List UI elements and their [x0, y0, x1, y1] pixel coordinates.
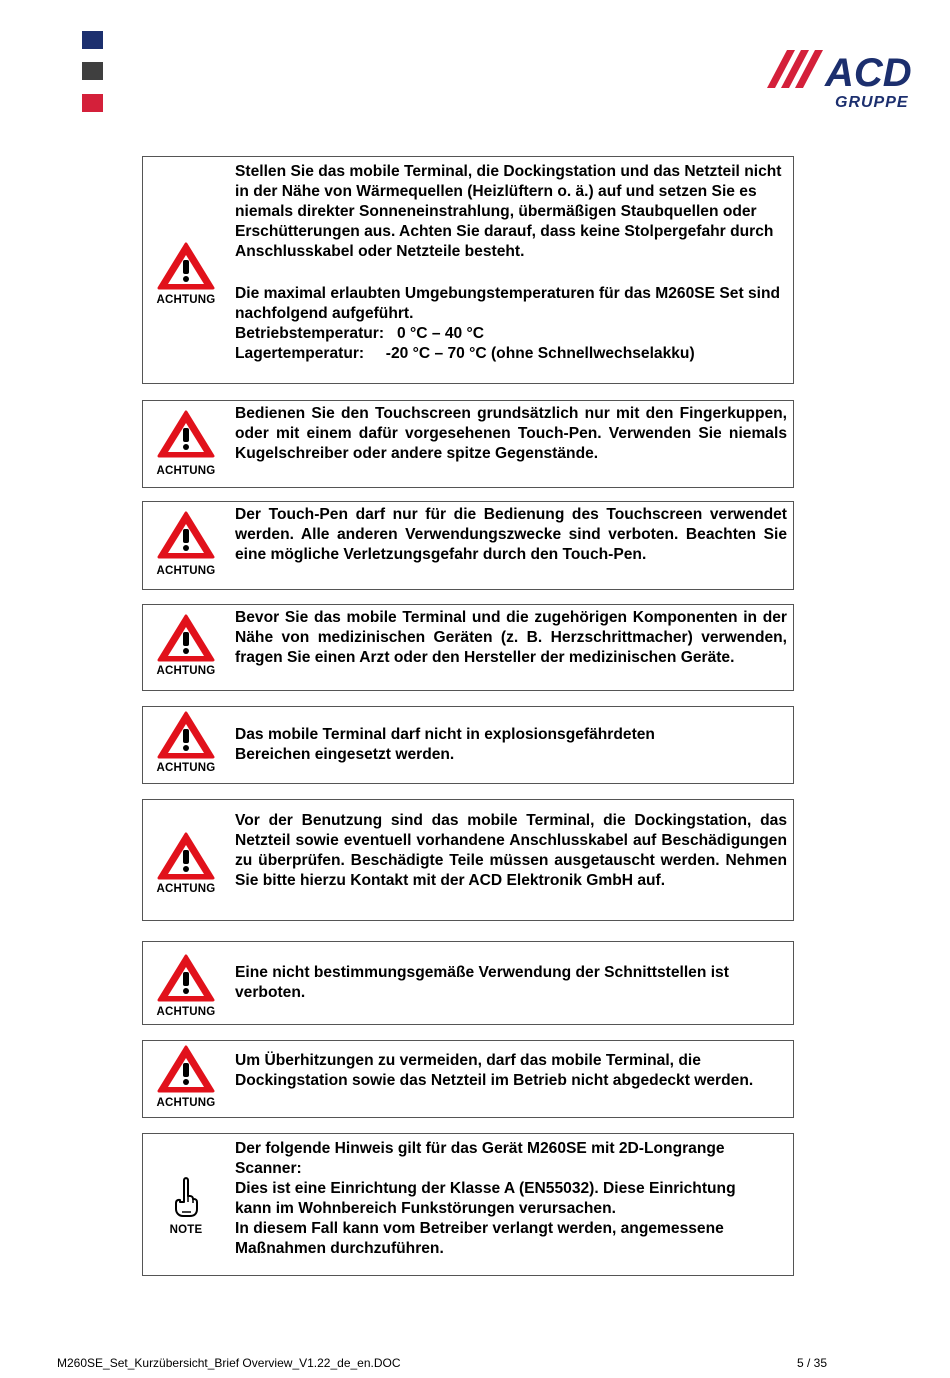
- warning-text: Bevor Sie das mobile Terminal und die zugehörigen Komponenten in der Nähe von medizinischen Geräten (z. B. Herzschrittmacher) verwenden, fragen Sie einen Arzt oder den Hersteller der medizinischen Geräte.: [235, 609, 787, 666]
- note-text: In diesem Fall kann vom Betreiber verlangt werden, angemessene Maßnahmen durchzuführen.: [235, 1220, 724, 1257]
- achtung-label: ACHTUNG: [156, 1097, 216, 1109]
- warning-box-8: [142, 1040, 794, 1118]
- achtung-label: ACHTUNG: [156, 565, 216, 577]
- achtung-label: ACHTUNG: [156, 883, 216, 895]
- brand-square-red: [82, 94, 103, 112]
- warning-box-3: [142, 501, 794, 590]
- warning-text: Der Touch-Pen darf nur für die Bedienung des Touchscreen verwendet werden. Alle anderen Verwendungszwecke sind verboten. Beachten Sie eine mögliche Verletzungsgefahr durch den Touch-Pen.: [235, 506, 787, 563]
- achtung-label: ACHTUNG: [156, 294, 216, 306]
- footer-page-number: 5 / 35: [796, 1356, 827, 1370]
- achtung-label: ACHTUNG: [156, 1006, 216, 1018]
- warning-box-1: [142, 156, 794, 384]
- warning-triangle-icon: [143, 710, 229, 765]
- warning-triangle-icon: [143, 1044, 229, 1099]
- warning-text: Eine nicht bestimmungsgemäße Verwendung der Schnittstellen ist verboten.: [235, 964, 729, 1001]
- footer-filename: M260SE_Set_Kurzübersicht_Brief Overview_V1.22_de_en.DOC: [57, 1356, 401, 1370]
- warning-triangle-icon: [143, 241, 229, 296]
- warning-box-4: [142, 604, 794, 691]
- warning-triangle-icon: [143, 409, 229, 464]
- warning-text: Die maximal erlaubten Umgebungstemperaturen für das M260SE Set sind nachfolgend aufgeführt.: [235, 285, 781, 322]
- achtung-label: ACHTUNG: [156, 465, 216, 477]
- warning-triangle-icon: [143, 510, 229, 565]
- temperature-line: Lagertemperatur: -20 °C – 70 °C (ohne Schnellwechselakku): [235, 345, 695, 362]
- warning-triangle-icon: [143, 613, 229, 668]
- note-text: Dies ist eine Einrichtung der Klasse A (EN55032). Diese Einrichtung kann im Wohnbereich Funkstörungen verursachen.: [235, 1180, 736, 1217]
- brand-square-grey: [82, 62, 103, 80]
- warning-triangle-icon: [143, 953, 229, 1008]
- warning-text: Um Überhitzungen zu vermeiden, darf das mobile Terminal, die Dockingstation sowie das Netzteil im Betrieb nicht abgedeckt werden.: [235, 1052, 754, 1089]
- logo-text: ACD: [825, 51, 912, 95]
- brand-square-blue: [82, 31, 103, 49]
- warning-box-6: [142, 799, 794, 921]
- achtung-label: ACHTUNG: [156, 665, 216, 677]
- warning-triangle-icon: [143, 831, 229, 886]
- warning-text: Das mobile Terminal darf nicht in explosionsgefährdeten Bereichen eingesetzt werden.: [235, 726, 655, 763]
- note-label: NOTE: [169, 1224, 203, 1236]
- note-text: Der folgende Hinweis gilt für das Gerät M260SE mit 2D-Longrange Scanner:: [235, 1140, 725, 1177]
- warning-box-7: [142, 941, 794, 1025]
- warning-text: Vor der Benutzung sind das mobile Terminal, die Dockingstation, das Netzteil sowie eventuell vorhandene Anschlusskabel auf Beschädigungen zu überprüfen. Beschädigte Teile müssen ausgetauscht werden. Nehmen Sie bitte hierzu Kontakt mit der ACD Elektronik GmbH auf.: [235, 812, 787, 889]
- temperature-line: Betriebstemperatur: 0 °C – 40 °C: [235, 325, 485, 342]
- pointing-hand-icon: [143, 1176, 229, 1223]
- achtung-label: ACHTUNG: [156, 762, 216, 774]
- warning-box-5: [142, 706, 794, 784]
- warning-text: Bedienen Sie den Touchscreen grundsätzlich nur mit den Fingerkuppen, oder mit einem dafür vorgesehenen Touch-Pen. Verwenden Sie niemals Kugelschreiber oder andere spitze Gegenstände.: [235, 405, 787, 462]
- warning-box-2: [142, 400, 794, 488]
- logo-subtext: GRUPPE: [835, 94, 909, 111]
- note-box: [142, 1133, 794, 1276]
- warning-text: Stellen Sie das mobile Terminal, die Dockingstation und das Netzteil nicht in der Nähe von Wärmequellen (Heizlüftern o. ä.) auf und setzen Sie es niemals direkter Sonneneinstrahlung, übermäßigen Staubquellen oder Erschütterungen aus. Achten Sie darauf, dass keine Stolpergefahr durch Anschlusskabel oder Netzteile besteht.: [235, 163, 782, 260]
- acd-gruppe-logo: [765, 46, 920, 112]
